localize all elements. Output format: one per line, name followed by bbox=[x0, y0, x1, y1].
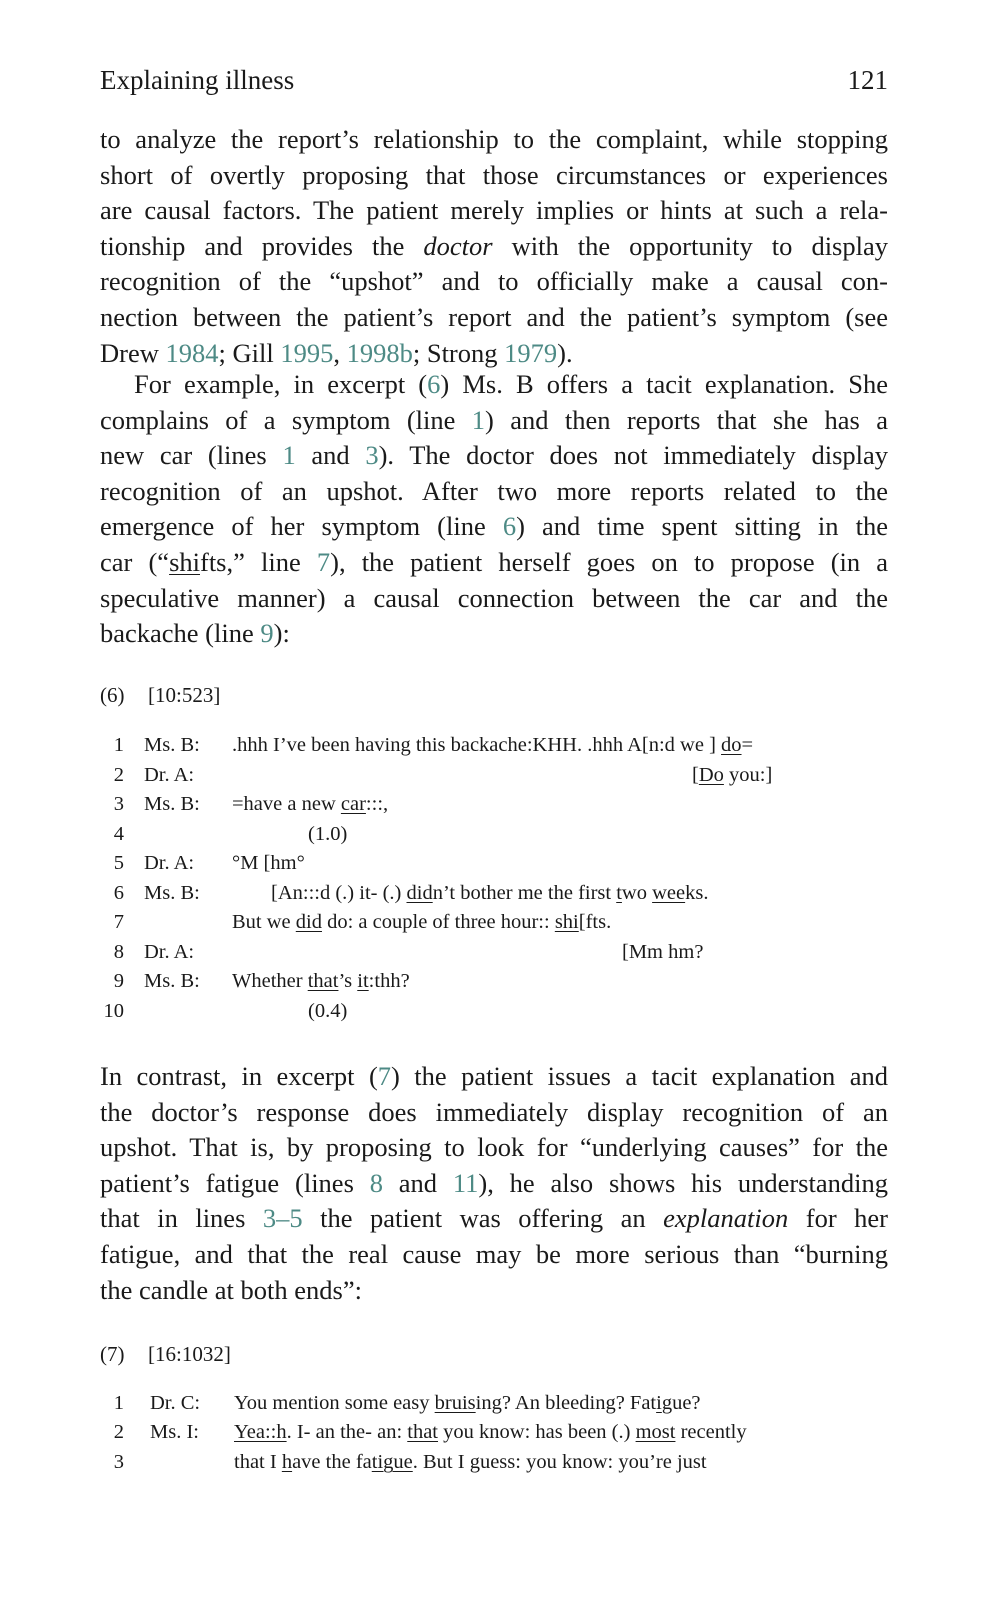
transcript-line: 7 But we did do: a couple of three hour:: shi[fts. bbox=[113, 911, 612, 933]
excerpt-7-label: (7) [16:1032] bbox=[100, 1342, 231, 1366]
running-head bbox=[100, 60, 888, 100]
excerpt-link[interactable]: 6 bbox=[427, 369, 441, 399]
text-line: are causal factors. The patient merely implies or hints at such a rela- bbox=[100, 195, 888, 226]
line-link[interactable]: 1 bbox=[282, 440, 296, 471]
transcript-line: 9 Ms. B: Whether that’s it:thh? bbox=[113, 970, 410, 992]
transcript-line: 2 Dr. A: [Do you:] bbox=[113, 764, 773, 786]
text-line: to analyze the report’s relationship to the complaint, while stopping bbox=[100, 124, 888, 154]
text-line: Drew 1984; Gill 1995, 1998b; Strong 1979). bbox=[100, 337, 573, 368]
line-link[interactable]: 11 bbox=[452, 1167, 479, 1198]
text-line: that in lines 3–5 the patient was offering an explanation for her bbox=[100, 1203, 888, 1234]
line-link[interactable]: 6 bbox=[502, 511, 517, 542]
text-line: speculative manner) a causal connection between the car and the bbox=[100, 582, 888, 613]
text-line: the candle at both ends”: bbox=[100, 1274, 362, 1305]
transcript-line: 2 Ms. I: Yea::h. I- an the- an: that you know: has been (.) most recently bbox=[113, 1421, 747, 1443]
line-link[interactable]: 8 bbox=[369, 1167, 383, 1198]
line-link[interactable]: 3 bbox=[365, 440, 379, 471]
text-line: tionship and provides the doctor with the opportunity to display bbox=[100, 230, 888, 261]
transcript-line: 1 Dr. C: You mention some easy bruising? An bleeding? Fatigue? bbox=[113, 1392, 701, 1414]
text-line: fatigue, and that the real cause may be more serious than “burning bbox=[100, 1238, 888, 1269]
citation-link[interactable]: 1995 bbox=[280, 337, 334, 368]
emphasis: doctor bbox=[423, 230, 493, 261]
text-line: recognition of the “upshot” and to officially make a causal con- bbox=[100, 266, 888, 297]
text-line: new car (lines 1 and 3). The doctor does not immediately display bbox=[100, 440, 889, 471]
text-line: recognition of an upshot. After two more reports related to the bbox=[100, 475, 888, 506]
line-link[interactable]: 3–5 bbox=[262, 1203, 303, 1234]
text-line: For example, in excerpt (6) Ms. B offers a tacit explanation. She bbox=[134, 369, 888, 399]
text-line: nection between the patient’s report and the patient’s symptom (see bbox=[100, 301, 888, 332]
line-link[interactable]: 9 bbox=[260, 618, 274, 649]
text-line: the doctor’s response does immediately display recognition of an bbox=[100, 1096, 888, 1127]
emphasis: explanation bbox=[663, 1203, 789, 1234]
running-head-title: Explaining illness bbox=[100, 65, 295, 95]
paragraph-1 bbox=[100, 122, 888, 371]
transcript-line: 4 (1.0) bbox=[113, 823, 348, 845]
text-line: complains of a symptom (line 1) and then reports that she has a bbox=[100, 404, 888, 435]
text-line: upshot. That is, by proposing to look for “underlying causes” for the bbox=[100, 1132, 888, 1163]
text-line: short of overtly proposing that those circumstances or experiences bbox=[100, 159, 888, 190]
transcript-line: 3 that I have the fatigue. But I guess: you know: you’re just bbox=[113, 1451, 707, 1473]
transcript-line: 6 Ms. B: [An:::d (.) it- (.) didn’t bother me the first two weeks. bbox=[113, 882, 709, 904]
citation-link[interactable]: 1998b bbox=[346, 337, 413, 368]
transcript-line: 5 Dr. A: °M [hm° bbox=[113, 852, 305, 874]
transcript-line: 3 Ms. B: =have a new car:::, bbox=[113, 793, 389, 815]
text-line: backache (line 9): bbox=[100, 618, 290, 649]
text-line: car (“shifts,” line 7), the patient herself goes on to propose (in a bbox=[100, 546, 889, 577]
excerpt-link[interactable]: 7 bbox=[377, 1061, 392, 1091]
text-line: patient’s fatigue (lines 8 and 11), he also shows his understanding bbox=[100, 1167, 888, 1198]
text-line: emergence of her symptom (line 6) and time spent sitting in the bbox=[100, 511, 888, 542]
transcript-line: 10 (0.4) bbox=[103, 1000, 348, 1022]
citation-link[interactable]: 1984 bbox=[165, 337, 219, 368]
citation-link[interactable]: 1979 bbox=[504, 337, 558, 368]
text-line: In contrast, in excerpt (7) the patient issues a tacit explanation and bbox=[100, 1061, 888, 1091]
paragraph-2 bbox=[100, 367, 888, 652]
paragraph-3 bbox=[100, 1059, 888, 1308]
page-number: 121 bbox=[847, 65, 888, 95]
excerpt-6-label: (6) [10:523] bbox=[100, 683, 221, 707]
line-link[interactable]: 1 bbox=[471, 404, 486, 435]
transcript-line: 8 Dr. A: [Mm hm? bbox=[113, 941, 704, 963]
line-link[interactable]: 7 bbox=[316, 546, 331, 577]
transcript-line: 1 Ms. B: .hhh I’ve been having this backache:KHH. .hhh A[n:d we ] do= bbox=[113, 734, 754, 756]
